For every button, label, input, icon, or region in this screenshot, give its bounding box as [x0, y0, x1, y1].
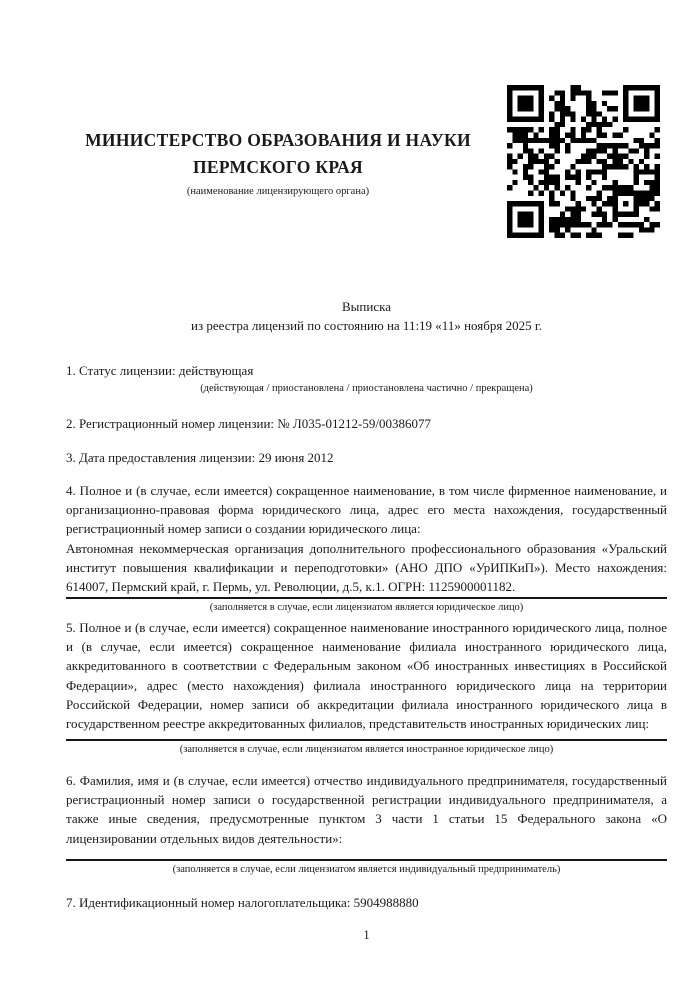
individual-entrepreneur-caption: (заполняется в случае, если лицензиатом является индивидуальный предприниматель)	[172, 863, 561, 875]
license-status-label: 1. Статус лицензии: действующая	[66, 363, 254, 378]
ministry-name-line-1: МИНИСТЕРСТВО ОБРАЗОВАНИЯ И НАУКИ	[85, 130, 471, 150]
item-grant-date	[66, 448, 667, 467]
qr-code-icon	[507, 85, 660, 238]
item-registration-number	[66, 414, 667, 433]
item-individual-entrepreneur	[66, 771, 667, 877]
extract-title	[66, 297, 667, 335]
license-status-caption: (действующая / приостановлена / приостановлена частично / прекращена)	[200, 383, 533, 395]
individual-entrepreneur-fill-line	[66, 859, 667, 861]
ministry-name	[66, 127, 490, 181]
grant-date-label: 3. Дата предоставления лицензии: 29 июня 2012	[66, 450, 334, 465]
legal-entity-value: Автономная некоммерческая организация дополнительного профессионального образования «Уральский институт повышения квалификации и переподготовки» (АНО ДПО «УрИПКиП»). Место нахождения: 614007, Пермский край, г. Пермь, ул. Революции, д.5, к.1. ОГРН: 1125900001182.	[66, 540, 667, 595]
registration-number-label: 2. Регистрационный номер лицензии: № Л035-01212-59/00386077	[66, 416, 432, 431]
legal-entity-fill-line	[66, 597, 667, 599]
foreign-entity-fill-line	[66, 739, 667, 741]
page-number: 1	[363, 928, 370, 942]
legal-entity-caption: (заполняется в случае, если лицензиатом является юридическое лицо)	[209, 602, 524, 614]
item-license-status	[66, 361, 667, 396]
individual-entrepreneur-text: 6. Фамилия, имя и (в случае, если имеется) отчество индивидуального предпринимателя, государственный регистрационный номер записи о государственной регистрации индивидуального предпринимателя, а также иные сведения, предусмотренные пунктом 3 части 1 статьи 15 Федерального закона «О лицензировании отдельных видов деятельности»:	[66, 773, 667, 846]
legal-entity-text: 4. Полное и (в случае, если имеется) сокращенное наименование, в том числе фирменное наименование, и организационно-правовая форма юридического лица, адрес его места нахождения, государственный регистрационный номер записи о создании юридического лица:	[66, 483, 667, 537]
foreign-entity-caption: (заполняется в случае, если лицензиатом является иностранное юридическое лицо)	[179, 744, 554, 756]
item-foreign-entity	[66, 618, 667, 757]
foreign-entity-text: 5. Полное и (в случае, если имеется) сокращенное наименование иностранного юридического лица, полное и (в случае, если имеется) сокращенное наименование филиала иностранного юридического лица, аккредитованного в соответствии с Федеральным законом «Об иностранных инвестициях в Российской Федерации», адрес (место нахождения) филиала иностранного юридического лица на территории Российской Федерации, номер записи об аккредитации филиала иностранного юридического лица в государственном реестре аккредитованных филиалов, представительств иностранных юридических лиц:	[66, 620, 667, 732]
extract-title-line: Выписка	[342, 299, 391, 314]
item-legal-entity	[66, 481, 667, 615]
item-taxpayer-number	[66, 893, 667, 912]
licensing-authority-block	[66, 127, 490, 198]
extract-subtitle-line: из реестра лицензий по состоянию на 11:19 «11» ноября 2025 г.	[191, 318, 542, 334]
ministry-name-line-2: ПЕРМСКОГО КРАЯ	[193, 157, 363, 177]
ministry-caption: (наименование лицензирующего органа)	[186, 186, 370, 197]
taxpayer-number-label: 7. Идентификационный номер налогоплательщика: 5904988880	[66, 895, 419, 910]
